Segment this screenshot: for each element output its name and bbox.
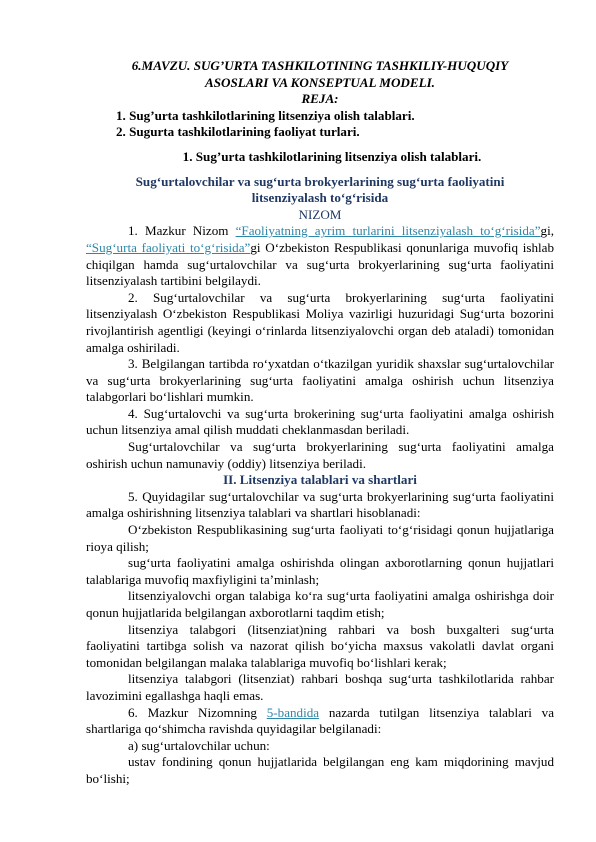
paragraph-3: 3. Belgilangan tartibda ro‘yxatdan o‘tkazilgan yuridik shaxslar sug‘urtalovchilar va sug‘urta brokyerlarining sug‘urta faoliyatini amalga oshirish uchun litsenziya talabgorlari bo‘lishlari mumkin. — [86, 356, 554, 405]
paragraph-6 — [86, 705, 554, 738]
paragraph-6-item-a: a) sug‘urtalovchilar uchun: — [128, 737, 270, 753]
plan-item-1: 1. Sug’urta tashkilotlarining litsenziya olish talablari. — [116, 107, 415, 123]
paragraph-5: 5. Quyidagilar sug‘urtalovchilar va sug‘urta brokyerlarining sug‘urta faoliyatini amalga oshirishning litsenziya talablari va shartlari hisoblanadi: — [86, 488, 554, 521]
nizom-label: NIZOM — [298, 206, 342, 222]
paragraph-6-item-a-1: ustav fondining qonun hujjatlarida belgilangan eng kam miqdorining mavjud bo‘lishi; — [86, 754, 554, 786]
paragraph-5-item-5: litsenziya talabgori (litsenziat) rahbari boshqa sug‘urta tashkilotlarida rahbar lavozimini egallashga haqli emas. — [86, 671, 554, 703]
document-body — [86, 58, 554, 788]
clause-5-link[interactable]: 5-bandida — [266, 704, 320, 720]
paragraph-5-item-2: sug‘urta faoliyatini amalga oshirishda olingan axborotlarning qonun hujjatlari talablariga muvofiq maxfiyligini ta’minlash; — [86, 555, 554, 587]
paragraph-1-text-b: gi, — [540, 223, 554, 239]
paragraph-1-text-c: gi O‘zbekiston Respublikasi qonunlariga muvofiq ishlab chiqilgan hamda sug‘urtalovchilar va sug‘urta brokyerlarining sug‘urta faoliyatini litsenziyalash tartibini belgilaydi. — [86, 239, 554, 289]
licensing-law-link[interactable]: “Faoliyatning ayrim turlarini litsenziyalash to‘g‘risida” — [235, 223, 541, 239]
paragraph-6-text-a: 6. Mazkur Nizomning — [128, 704, 267, 720]
paragraph-1 — [86, 223, 554, 289]
paragraph-2: 2. Sug‘urtalovchilar va sug‘urta brokyerlarining sug‘urta faoliyatini litsenziyalash O‘zbekiston Respublikasi Moliya vazirligi huzuridagi Sug‘urta bozorini rivojlantirish agentligi (keyingi o‘rinlarda litsenziyalovchi organ deb ataladi) tomonidan amalga oshiriladi. — [86, 289, 554, 355]
paragraph-5-item-4: litsenziya talabgori (litsenziat)ning rahbari va bosh buxgalteri sug‘urta faoliyatini tartibga solish va nazorat qilish bo‘yicha maxsus vakolatli davlat organi tomonidan belgilangan malaka talablariga muvofiq bo‘lishlari kerak; — [86, 621, 554, 670]
section-2-heading: II. Litsenziya talablari va shartlari — [223, 472, 417, 488]
paragraph-4-continued: Sug‘urtalovchilar va sug‘urta brokyerlarining sug‘urta faoliyatini amalga oshirish uchun namunaviy (oddiy) litsenziya beriladi. — [86, 439, 554, 471]
section-1-heading: 1. Sug’urta tashkilotlarining litsenziya olish talablari. — [182, 148, 482, 164]
paragraph-6-text-b: nazarda tutilgan litsenziya talablari va shartlariga qo‘shimcha ravishda quyidagilar belgilanadi: — [86, 704, 555, 737]
plan-item-2: 2. Sugurta tashkilotlarining faoliyat turlari. — [116, 124, 360, 140]
paragraph-5-item-3: litsenziyalovchi organ talabiga ko‘ra sug‘urta faoliyatini amalga oshirishga doir qonun hujjatlarida belgilangan axborotlarni taqdim etish; — [86, 588, 554, 620]
paragraph-4: 4. Sug‘urtalovchi va sug‘urta brokerining sug‘urta faoliyatini amalga oshirish uchun litsenziya amal qilish muddati cheklanmasdan beriladi. — [86, 405, 554, 438]
paragraph-5-item-1: O‘zbekiston Respublikasining sug‘urta faoliyati to‘g‘risidagi qonun hujjatlariga rioya qilish; — [86, 522, 554, 554]
paragraph-1-text-a: 1. Mazkur Nizom — [128, 223, 236, 239]
insurance-law-link[interactable]: “Sug‘urta faoliyati to‘g‘risida” — [86, 239, 251, 255]
regulation-title-line-2: litsenziyalash to‘g‘risida — [251, 190, 389, 206]
topic-title-line-2: ASOSLARI VA KONSEPTUAL MODELI. — [205, 74, 435, 90]
plan-heading: REJA: — [301, 91, 339, 107]
regulation-title-line-1: Sug‘urtalovchilar va sug‘urta brokyerlarining sug‘urta faoliyatini — [135, 173, 505, 189]
topic-title-line-1: 6.MAVZU. SUG’URTA TASHKILOTINING TASHKILIY-HUQUQIY — [131, 58, 509, 73]
